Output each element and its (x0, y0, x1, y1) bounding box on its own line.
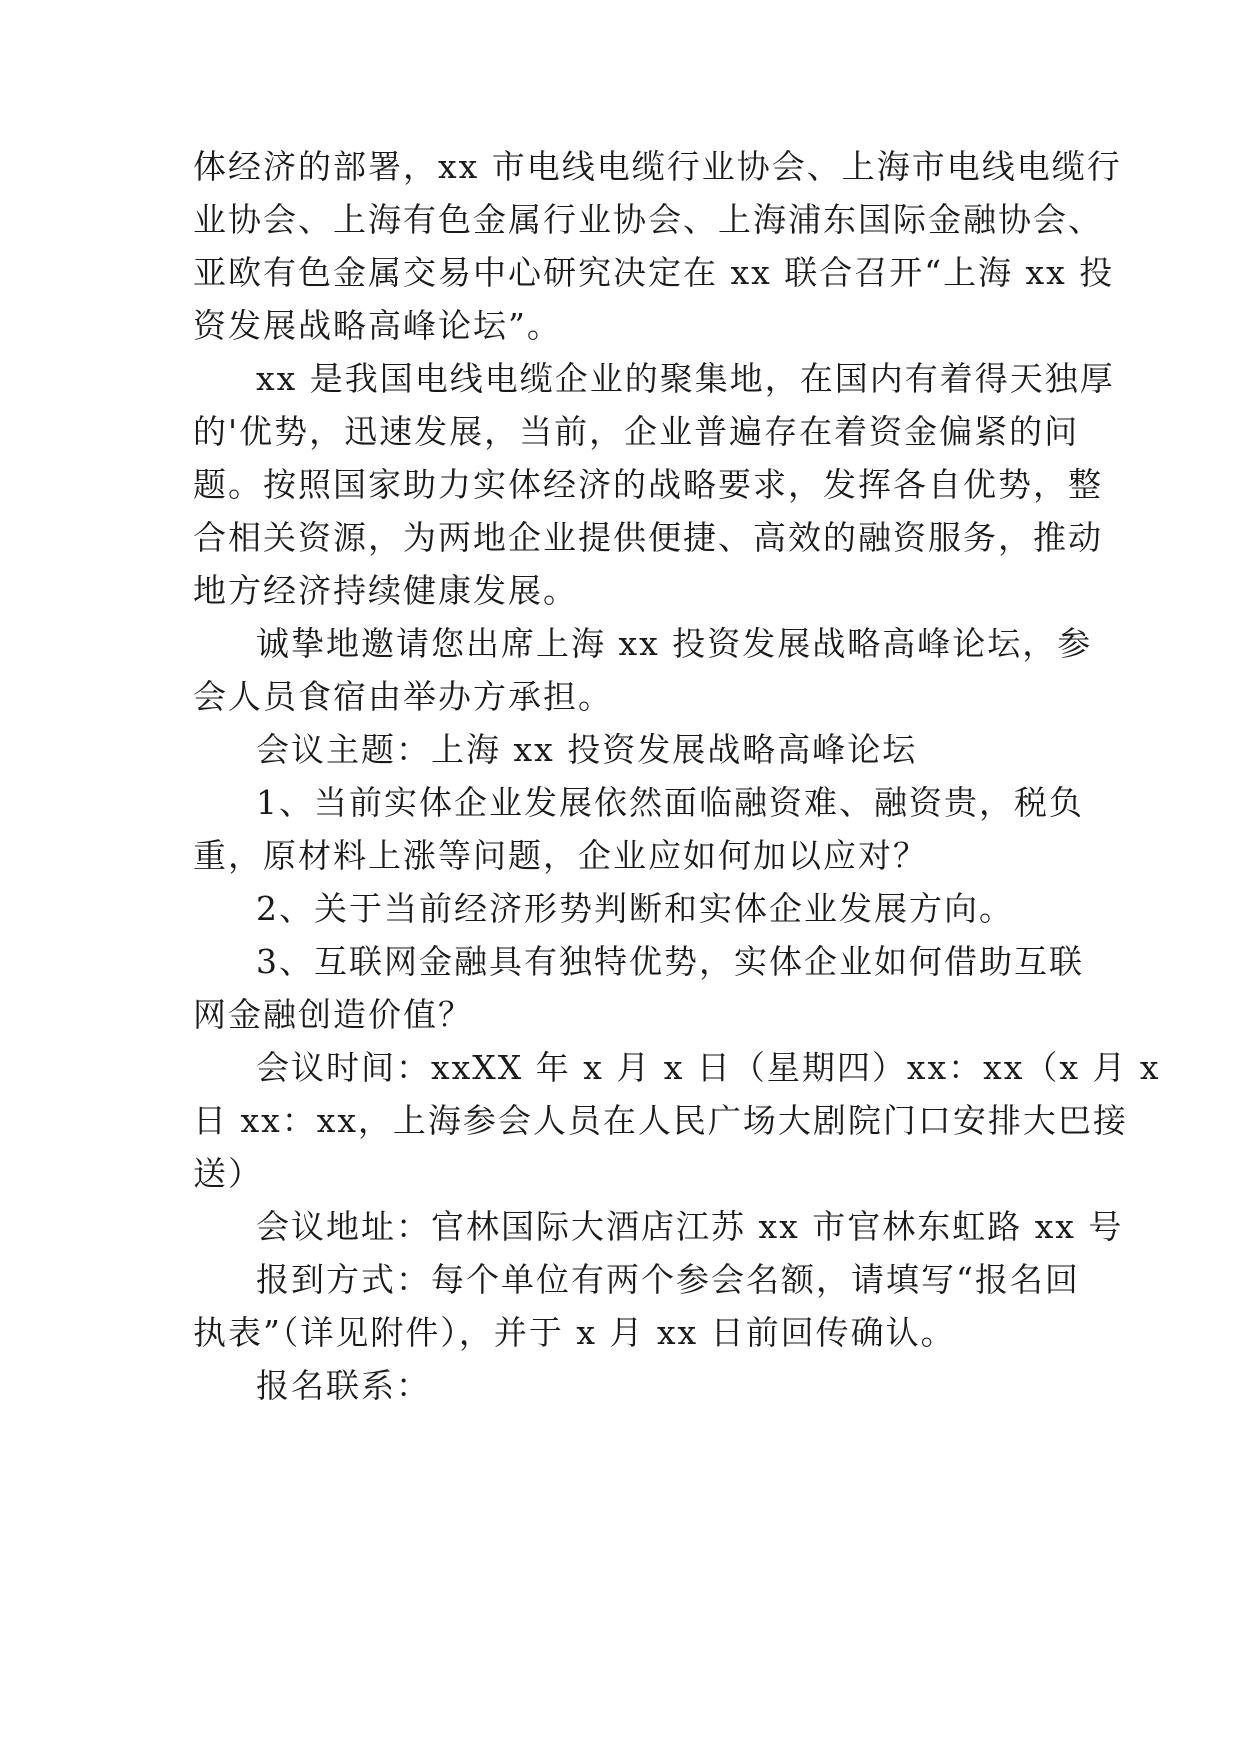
text-line: 送） (193, 1154, 263, 1193)
text-line: 的'优势，迅速发展，当前，企业普遍存在着资金偏紧的问 (193, 412, 1080, 451)
text-line: 地方经济持续健康发展。 (193, 571, 578, 610)
text-line: 亚欧有色金属交易中心研究决定在 xx 联合召开“上海 xx 投 (193, 253, 1115, 292)
text-line: 业协会、上海有色金属行业协会、上海浦东国际金融协会、 (193, 200, 1103, 239)
text-line: 会人员食宿由举办方承担。 (193, 677, 613, 716)
text-line: 3、互联网金融具有独特优势，实体企业如何借助互联 (256, 942, 1084, 981)
text-line: 会议时间：xxXX 年 x 月 x 日（星期四）xx：xx（x 月 x (256, 1048, 1161, 1087)
text-line: 2、关于当前经济形势判断和实体企业发展方向。 (256, 889, 1014, 928)
text-line: 1、当前实体企业发展依然面临融资难、融资贵，税负 (256, 783, 1084, 822)
text-line: 诚挚地邀请您出席上海 xx 投资发展战略高峰论坛，参 (256, 624, 1093, 663)
text-line: 题。按照国家助力实体经济的战略要求，发挥各自优势，整 (193, 465, 1103, 504)
text-line: 执表”（详见附件），并于 x 月 xx 日前回传确认。 (193, 1313, 956, 1352)
text-line: 会议地址：官林国际大酒店江苏 xx 市官林东虹路 xx 号 (256, 1207, 1124, 1246)
text-line: 日 xx：xx，上海参会人员在人民广场大剧院门口安排大巴接 (193, 1101, 1128, 1140)
text-line: xx 是我国电线电缆企业的聚集地，在国内有着得天独厚 (256, 359, 1115, 398)
text-line: 合相关资源，为两地企业提供便捷、高效的融资服务，推动 (193, 518, 1103, 557)
text-line: 报到方式：每个单位有两个参会名额，请填写“报名回 (256, 1260, 1080, 1299)
text-line: 体经济的部署，xx 市电线电缆行业协会、上海市电线电缆行 (193, 147, 1122, 186)
text-line: 资发展战略高峰论坛”。 (193, 306, 562, 345)
text-line: 会议主题：上海 xx 投资发展战略高峰论坛 (256, 730, 918, 769)
text-line: 重，原材料上涨等问题，企业应如何加以应对？ (193, 836, 928, 875)
text-line: 报名联系： (256, 1366, 431, 1405)
text-line: 网金融创造价值？ (193, 995, 473, 1034)
